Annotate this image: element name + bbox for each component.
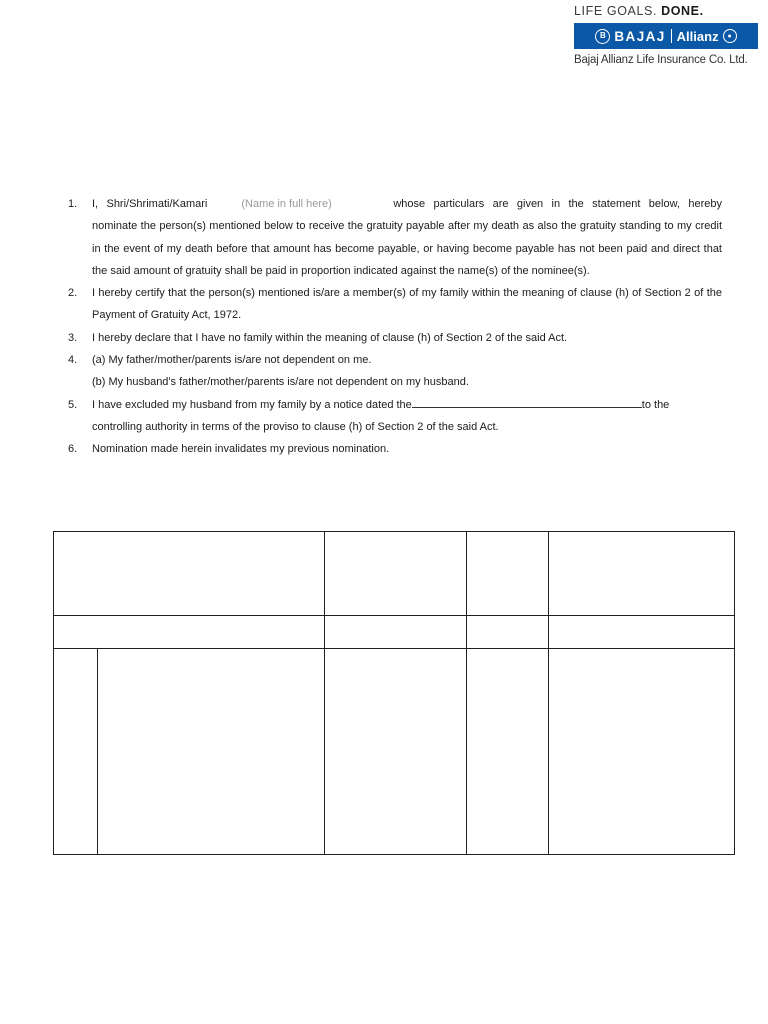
declaration-number: 4. [68, 354, 78, 367]
brand-logo [574, 23, 758, 49]
declaration-item-6 [62, 438, 722, 460]
declaration-list [62, 193, 722, 461]
declaration-text: I hereby certify that the person(s) mentioned is/are a member(s) of my family within the meaning of clause (h) of Section 2 of the Payment of Gratuity Act, 1972. [92, 287, 722, 322]
partner-name: Allianz [676, 28, 719, 44]
table-header-cell [549, 532, 734, 615]
declaration-line-a: (a) My father/mother/parents is/are not dependent on me. [92, 354, 372, 367]
declaration-text: I hereby declare that I have no family within the meaning of clause (h) of Section 2 of the said Act. [92, 331, 568, 344]
declaration-item-1 [62, 193, 722, 282]
table-cell[interactable] [467, 649, 548, 854]
table-row-divider [54, 615, 734, 616]
declaration-number: 2. [68, 287, 78, 300]
tagline-strong: DONE. [661, 4, 704, 18]
table-cell[interactable] [325, 649, 466, 854]
declaration-item-5 [62, 394, 722, 439]
company-name: Bajaj Allianz Life Insurance Co. Ltd. [574, 54, 748, 66]
declaration-number: 1. [68, 198, 78, 210]
declaration-suffix: to the [641, 398, 670, 411]
declaration-item-4 [62, 349, 722, 394]
table-cell[interactable] [54, 649, 97, 854]
declaration-item-2 [62, 282, 722, 327]
declaration-text: whose particulars are given in the statement below, hereby nominate the person(s) mentioned below to receive the gratuity payable after my death as also the gratuity standing to my credit in the event of my death before that amount has become payable, or having become payable has not been paid and direct that the said amount of gratuity shall be paid in proportion indicated against the name(s) of the nominee(s). [92, 198, 722, 277]
declaration-item-3 [62, 327, 722, 349]
declaration-text: controlling authority in terms of the proviso to clause (h) of Section 2 of the said Act. [92, 420, 499, 433]
nominee-table [53, 531, 735, 855]
declaration-number: 6. [68, 443, 78, 456]
notice-date-blank[interactable] [412, 395, 642, 408]
declaration-line-b: (b) My husband's father/mother/parents is/are not dependent on my husband. [92, 376, 469, 389]
declaration-prefix: I have excluded my husband from my family by a notice dated the [92, 398, 412, 411]
declaration-prefix: I, Shri/Shrimati/Kamari [92, 198, 208, 210]
brand-name: BAJAJ [614, 28, 666, 44]
company-logo-block [574, 4, 762, 66]
tagline-main: LIFE GOALS. [574, 4, 658, 18]
declaration-number: 5. [68, 398, 78, 411]
table-header-cell [325, 532, 466, 615]
brand-divider [671, 29, 672, 43]
name-placeholder-field[interactable]: (Name in full here) [241, 198, 332, 210]
table-cell[interactable] [98, 649, 324, 854]
declaration-number: 3. [68, 331, 78, 344]
allianz-eagle-icon: ● [723, 29, 737, 43]
table-cell[interactable] [549, 649, 734, 854]
bajaj-emblem-icon: B [595, 29, 610, 44]
brand-tagline [574, 4, 762, 19]
table-header-cell [467, 532, 548, 615]
declaration-text: Nomination made herein invalidates my previous nomination. [92, 443, 390, 456]
table-header-cell [54, 532, 324, 615]
